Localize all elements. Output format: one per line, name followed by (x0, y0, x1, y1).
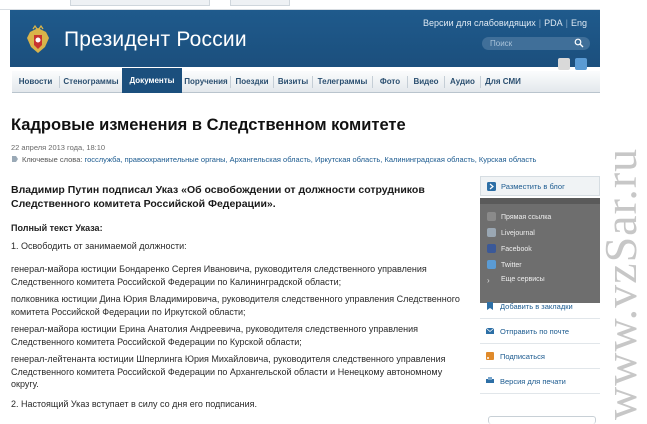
twitter-icon (487, 260, 496, 269)
print-icon (486, 377, 494, 385)
pda-link[interactable]: PDA (544, 18, 563, 28)
english-link[interactable]: Eng (570, 18, 587, 28)
top-tab (230, 0, 290, 6)
nav-item-press[interactable]: Для СМИ (485, 77, 521, 86)
share-item-more[interactable] (487, 276, 545, 285)
main-nav (12, 71, 600, 93)
twitter-icon[interactable] (575, 58, 587, 70)
decree-paragraph: полковника юстиции Дина Юрия Владимировича, руководителя следственного управления Следственного комитета Российской Федерации по Иркутской области; (11, 294, 460, 317)
keywords-label: Ключевые слова: (22, 155, 83, 164)
decree-paragraph: генерал-майора юстиции Бондаренко Сергея Ивановича, руководителя следственного управления Следственного комитета Российской Федерации по Калининградской области; (11, 264, 427, 287)
send-email-label: Отправить по почте (500, 327, 570, 336)
add-bookmark-label: Добавить в закладки (500, 302, 573, 311)
decree-paragraph: генерал-майора юстиции Ерина Анатолия Андреевича, руководителя следственного управления Следственного комитета Российской Федерации по Курской области; (11, 324, 418, 347)
tag-icon (11, 155, 19, 163)
mail-icon (486, 327, 494, 335)
full-text-heading: Полный текст Указа: (11, 223, 103, 233)
subscribe-label: Подписаться (500, 352, 545, 361)
share-blog-label: Разместить в блог (501, 182, 565, 191)
article-title: Кадровые изменения в Следственном комитете (11, 116, 406, 134)
share-item-facebook[interactable] (487, 244, 532, 253)
nav-item-transcripts[interactable]: Стенограммы (63, 77, 119, 86)
share-item-label: Facebook (501, 246, 532, 253)
watermark (548, 80, 646, 420)
share-item-label: Прямая ссылка (501, 214, 552, 221)
share-item-label: Livejournal (501, 230, 535, 237)
nav-item-instructions[interactable]: Поручения (184, 77, 228, 86)
site-title[interactable]: Президент России (64, 28, 247, 51)
decree-paragraph: генерал-лейтенанта юстиции Шперлинга Юрия Михайловича, руководителя следственного управления Следственного комитета Российской Федерации по Архангельской области и Ненецкому автономному округу. (11, 354, 446, 389)
nav-item-audio[interactable]: Аудио (450, 77, 475, 86)
bookmark-icon (486, 302, 494, 310)
nav-item-news[interactable]: Новости (18, 77, 53, 86)
facebook-icon (487, 244, 496, 253)
top-links: Версии для слабовидящих | PDA | Eng (423, 18, 587, 28)
share-icon (487, 182, 496, 191)
print-version-label: Версия для печати (500, 377, 566, 386)
share-item-livejournal[interactable] (487, 228, 535, 237)
browser-top-strip (0, 0, 600, 10)
rss-icon (486, 352, 494, 360)
chevron-right-icon: › (487, 276, 490, 285)
rss-icon[interactable] (558, 58, 570, 70)
share-item-label: Еще сервисы (501, 276, 545, 283)
link-icon (487, 212, 496, 221)
keywords-line (11, 155, 536, 164)
decree-paragraph: 1. Освободить от занимаемой должности: (11, 241, 187, 251)
keywords-links[interactable]: госслужба, правоохранительные органы, Архангельская область, Иркутская область, Калининградская область, Курская область (84, 155, 537, 164)
article-lead: Владимир Путин подписал Указ «Об освобождении от должности сотрудников Следственного комитета Российской Федерации». (11, 184, 425, 210)
nav-item-visits[interactable]: Визиты (277, 77, 309, 86)
nav-item-telegrams[interactable]: Телеграммы (317, 77, 368, 86)
livejournal-icon (487, 228, 496, 237)
coat-of-arms-icon[interactable] (24, 25, 52, 56)
decree-paragraph: 2. Настоящий Указ вступает в силу со дня его подписания. (11, 399, 258, 409)
nav-item-photo[interactable]: Фото (379, 77, 401, 86)
accessible-version-link[interactable]: Версии для слабовидящих (423, 18, 536, 28)
share-item-label: Twitter (501, 262, 522, 269)
search-icon[interactable] (574, 38, 584, 48)
nav-item-trips[interactable]: Поездки (235, 77, 269, 86)
nav-item-documents[interactable]: Документы (122, 68, 182, 93)
watermark-text: www.vzSar.ru (595, 147, 646, 420)
article-date: 22 апреля 2013 года, 18:10 (11, 143, 106, 152)
site-header (10, 10, 600, 67)
top-tab (70, 0, 210, 6)
share-item-direct-link[interactable] (487, 212, 551, 221)
nav-item-video[interactable]: Видео (413, 77, 439, 86)
share-item-twitter[interactable] (487, 260, 522, 269)
search-box (482, 37, 590, 50)
search-input[interactable] (490, 38, 570, 49)
